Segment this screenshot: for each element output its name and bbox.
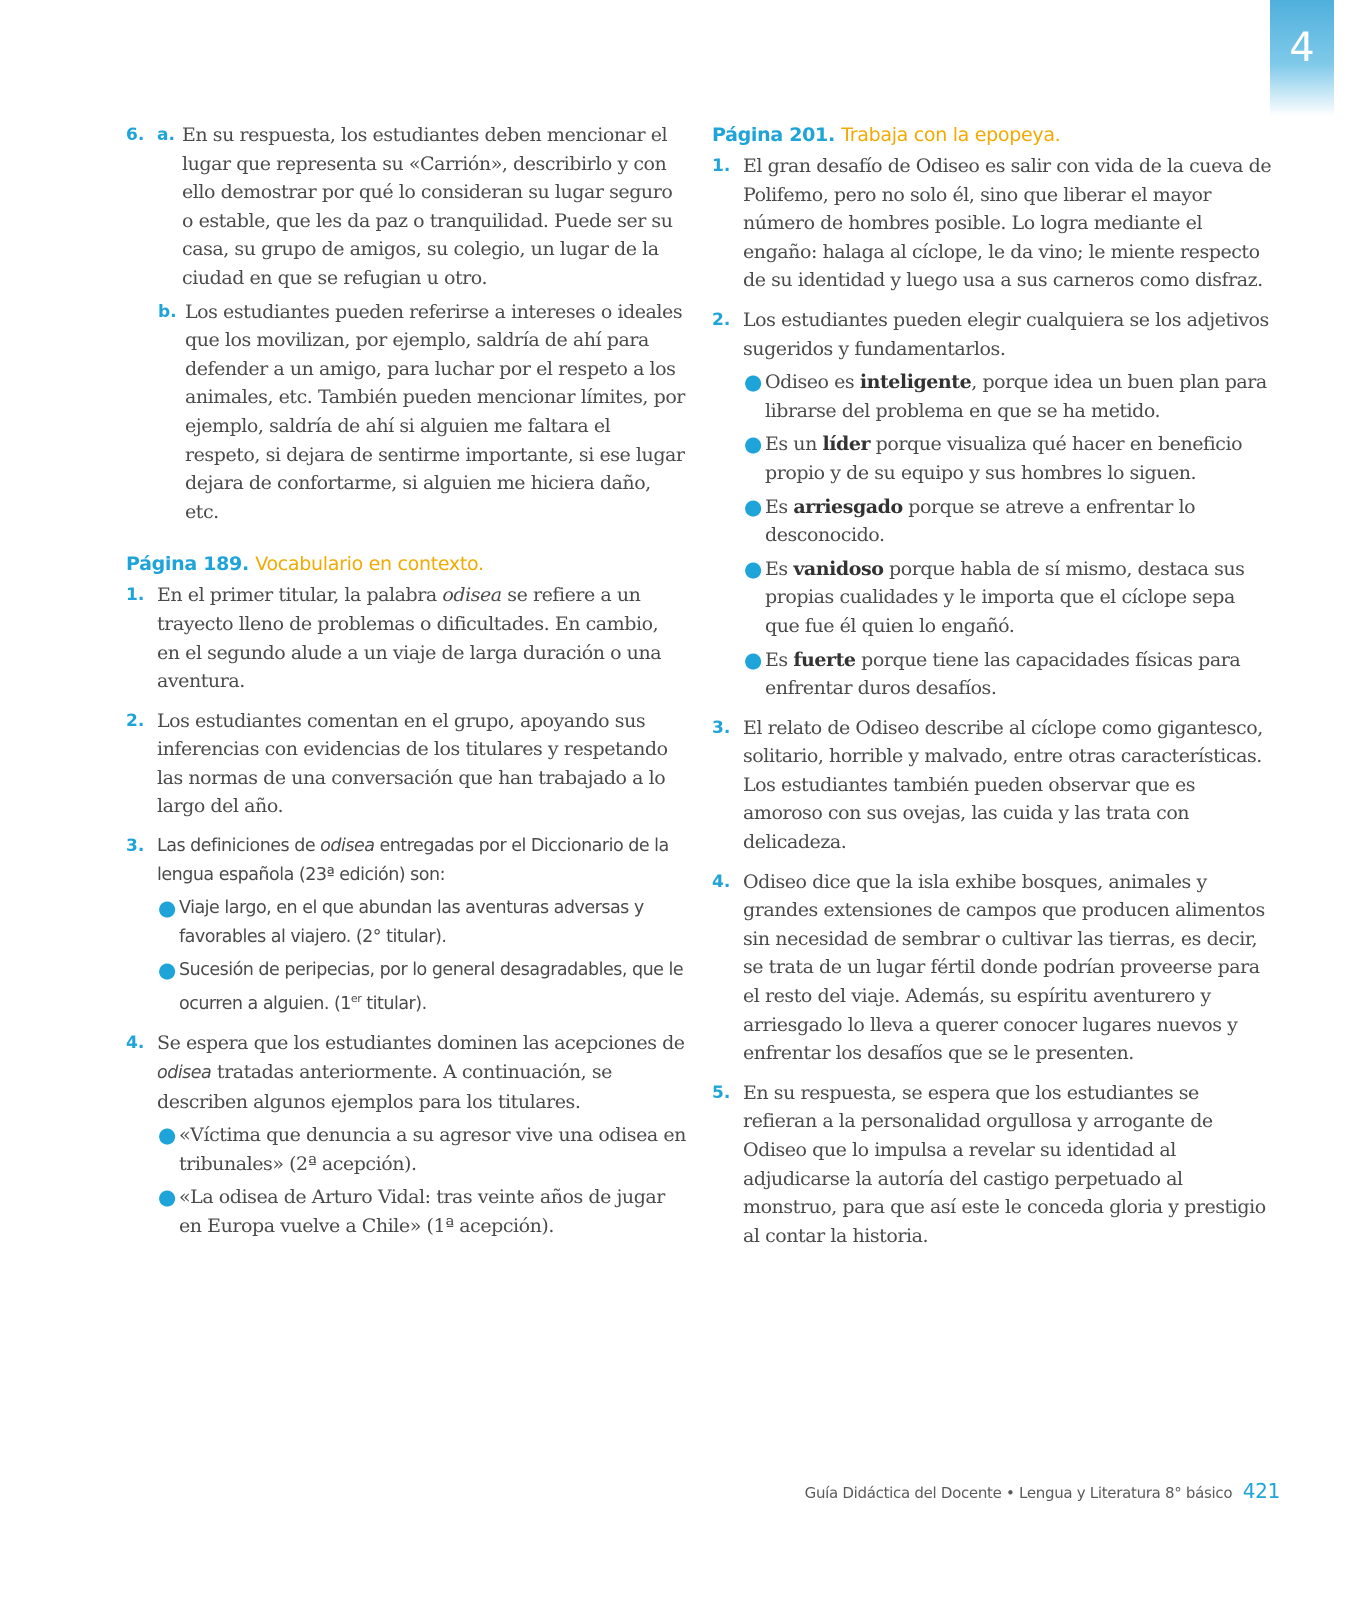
epic-answer-4-text: Odiseo dice que la isla exhibe bosques, animales y grandes extensiones de campos que producen alimentos sin necesidad de sembrar o cultivar las tierras, es decir, se trata de un lugar fértil donde podrían proveerse para el resto del viaje. Además, su espíritu aventurero y arriesgado lo lleva a querer conocer lugares nuevos y enfrentar los desafíos que se le presenten. <box>743 870 1265 1065</box>
page-footer <box>805 1479 1280 1503</box>
epic-answer-2-bullet-3: ● Es arriesgado porque se atreve a enfrentar lo desconocido. <box>744 493 1272 550</box>
vocab-answer-3-text: Las definiciones de odisea entregadas por el Diccionario de la lengua española (23ª edición) son: <box>157 836 669 885</box>
heading-title: Trabaja con la epopeya. <box>841 124 1061 146</box>
answer-6b-label: b. <box>158 301 177 322</box>
bullet-dot-icon: ● <box>744 647 763 672</box>
epic-answer-5 <box>712 1079 1272 1251</box>
bullet-dot-icon: ● <box>744 556 763 581</box>
page-number: 421 <box>1242 1479 1280 1503</box>
answer-6b-text: Los estudiantes pueden referirse a intereses o ideales que los movilizan, por ejemplo, saldría de ahí para defender a un amigo, para luchar por el respeto a los animales, etc. También pueden mencionar límites, por ejemplo, saldría de ahí si alguien me faltara el respeto, si dejara de sentirme importante, si ese lugar dejara de confortarme, si alguien me hiciera daño, etc. <box>185 300 685 523</box>
vocab-answer-4-bullet-1: ● «Víctima que denuncia a su agresor vive una odisea en tribunales» (2ª acepción). <box>158 1121 686 1178</box>
bullet-dot-icon: ● <box>158 1123 177 1148</box>
epic-answer-3-text: El relato de Odiseo describe al cíclope como gigantesco, solitario, horrible y malvado, entre otras características. Los estudiantes también pueden observar que es amoroso con sus ovejas, las cuida y las trata con delicadeza. <box>743 716 1263 854</box>
vocab-answer-4 <box>126 1029 686 1240</box>
answer-6 <box>126 121 686 526</box>
left-column <box>126 121 686 1252</box>
epic-answer-1-text: El gran desafío de Odiseo es salir con vida de la cueva de Polifemo, pero no solo él, sino que liberar el mayor número de hombres posible. Lo logra mediante el engaño: halaga al cíclope, le da vino; le miente respecto de su identidad y luego usa a sus carneros como disfraz. <box>743 155 1272 292</box>
chapter-tab <box>1270 0 1334 116</box>
vocab-answer-3 <box>126 832 686 1018</box>
answer-6a-text: En su respuesta, los estudiantes deben mencionar el lugar que representa su «Carrión», describirlo y con ello demostrar por qué lo consideran su lugar seguro o estable, que les da paz o tranquilidad. Puede ser su casa, su grupo de amigos, su colegio, un lugar de la ciudad en que se refugian u otro. <box>182 124 673 289</box>
vocab-answer-2-number: 2. <box>126 710 145 731</box>
epic-answer-4-number: 4. <box>712 871 731 892</box>
epic-answer-2-text: Los estudiantes pueden elegir cualquiera se los adjetivos sugeridos y fundamentarlos. <box>743 308 1269 360</box>
epic-answer-5-text: En su respuesta, se espera que los estudiantes se refieran a la personalidad orgullosa y arrogante de Odiseo que lo impulsa a revelar su identidad al adjudicarse la autoría del castigo perpetuado al monstruo, para que así este le conceda gloria y prestigio al contar la historia. <box>743 1081 1266 1247</box>
chapter-number: 4 <box>1289 25 1315 71</box>
epic-answer-2-bullet-4: ● Es vanidoso porque habla de sí mismo, destaca sus propias cualidades y le importa que el cíclope sepa que fue él quien lo engañó. <box>744 555 1272 641</box>
epic-answer-4 <box>712 868 1272 1068</box>
bullet-dot-icon: ● <box>744 432 763 457</box>
epic-answer-2-bullet-1: ● Odiseo es inteligente, porque idea un buen plan para librarse del problema en que se ha metido. <box>744 368 1272 425</box>
vocab-answer-4-text: Se espera que los estudiantes dominen las acepciones de odisea tratadas anteriormente. A continuación, se describen algunos ejemplos para los titulares. <box>157 1032 685 1113</box>
section-heading-201 <box>712 121 1272 149</box>
vocab-answer-1-text: En el primer titular, la palabra odisea se refiere a un trayecto lleno de problemas o dificultades. En cambio, en el segundo alude a un viaje de larga duración o una aventura. <box>157 584 662 693</box>
heading-title: Vocabulario en contexto. <box>255 553 484 576</box>
heading-page-ref: Página 201. <box>712 124 835 146</box>
epic-answer-5-number: 5. <box>712 1082 731 1103</box>
bullet-dot-icon: ● <box>158 958 177 983</box>
bullet-dot-icon: ● <box>158 896 177 921</box>
epic-answer-2 <box>712 306 1272 703</box>
vocab-answer-3-bullet-2: ● Sucesión de peripecias, por lo general desagradables, que le ocurren a alguien. (1er titular). <box>158 956 686 1018</box>
answer-6-number: 6. <box>126 125 145 145</box>
bullet-dot-icon: ● <box>744 494 763 519</box>
vocab-answer-2 <box>126 707 686 821</box>
vocab-answer-4-bullet-2: ● «La odisea de Arturo Vidal: tras veinte años de jugar en Europa vuelve a Chile» (1ª acepción). <box>158 1183 686 1240</box>
vocab-answer-3-bullet-1: ● Viaje largo, en el que abundan las aventuras adversas y favorables al viajero. (2° titular). <box>158 894 686 951</box>
epic-answer-3 <box>712 714 1272 857</box>
vocab-answer-4-number: 4. <box>126 1033 145 1054</box>
epic-answer-1 <box>712 152 1272 295</box>
bullet-dot-icon: ● <box>744 370 763 395</box>
vocab-answer-1-number: 1. <box>126 585 145 606</box>
epic-answer-2-bullet-5: ● Es fuerte porque tiene las capacidades físicas para enfrentar duros desafíos. <box>744 646 1272 703</box>
epic-answer-3-number: 3. <box>712 717 731 738</box>
epic-answer-2-bullet-2: ● Es un líder porque visualiza qué hacer en beneficio propio y de su equipo y sus hombres lo siguen. <box>744 430 1272 487</box>
epic-answer-1-number: 1. <box>712 156 731 176</box>
vocab-answer-2-text: Los estudiantes comentan en el grupo, apoyando sus inferencias con evidencias de los titulares y respetando las normas de una conversación que han trabajado a lo largo del año. <box>157 709 668 818</box>
right-column <box>712 121 1272 1261</box>
answer-6a-label: a. <box>157 125 175 145</box>
epic-answer-2-number: 2. <box>712 309 731 330</box>
section-heading-189 <box>126 550 686 578</box>
bullet-dot-icon: ● <box>158 1185 177 1210</box>
footer-text: Guía Didáctica del Docente • Lengua y Literatura 8° básico <box>804 1484 1233 1502</box>
vocab-answer-1 <box>126 581 686 695</box>
vocab-answer-3-number: 3. <box>126 836 145 857</box>
heading-page-ref: Página 189. <box>126 553 249 576</box>
